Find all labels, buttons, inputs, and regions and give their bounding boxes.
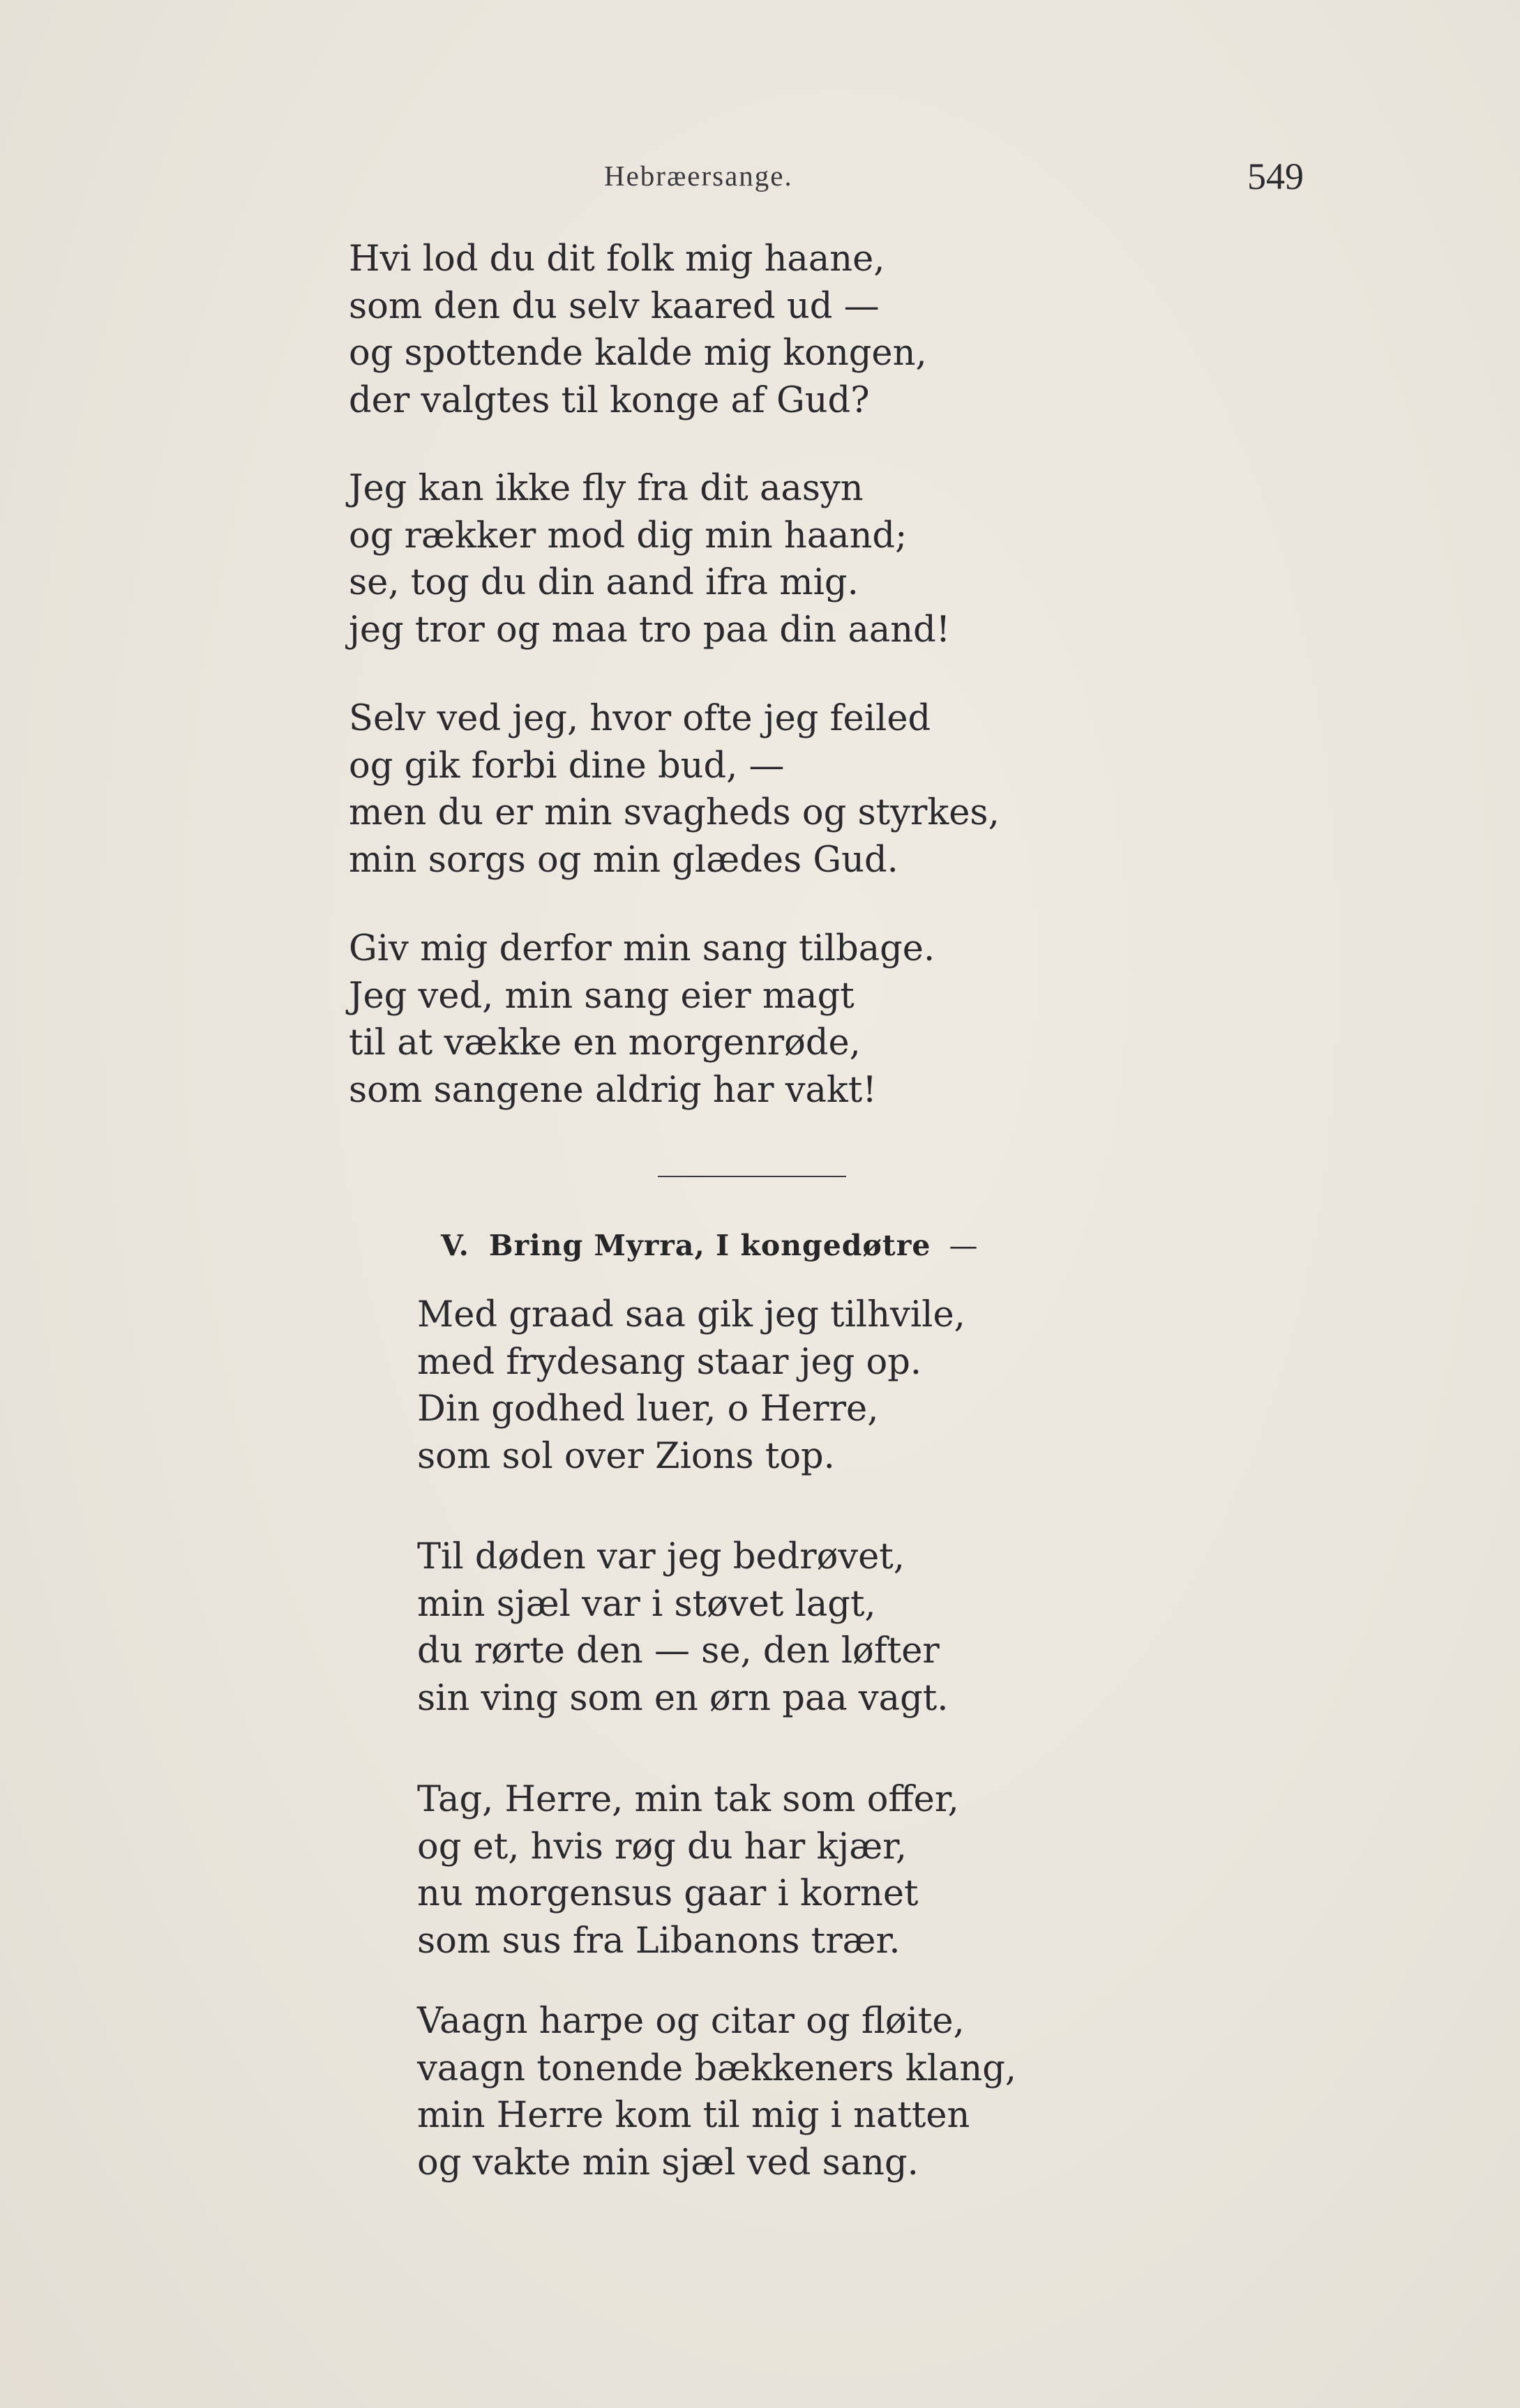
verse-line: til at vække en morgenrøde, — [349, 1022, 861, 1063]
verse-line: sin ving som en ørn paa vagt. — [417, 1677, 949, 1719]
verse-line: som sus fra Libanons trær. — [417, 1920, 901, 1962]
verse-line: Selv ved jeg, hvor ofte jeg feiled — [349, 698, 931, 739]
verse-line: Giv mig derfor min sang tilbage. — [349, 928, 935, 969]
verse-line: Tag, Herre, min tak som offer, — [417, 1779, 959, 1820]
verse-line: men du er min svagheds og styrkes, — [349, 792, 1000, 833]
stanza — [417, 1776, 959, 1964]
section-heading — [441, 1229, 978, 1262]
stanza — [349, 465, 950, 653]
verse-line: og vakte min sjæl ved sang. — [417, 2142, 919, 2183]
stanza — [349, 236, 927, 424]
verse-line: som den du selv kaared ud — — [349, 285, 880, 327]
verse-line: med frydesang staar jeg op. — [417, 1341, 922, 1383]
stanza — [349, 925, 935, 1114]
verse-line: du rørte den — se, den løfter — [417, 1630, 940, 1672]
verse-line: se, tog du din aand ifra mig. — [349, 562, 859, 603]
verse-line: min sorgs og min glædes Gud. — [349, 839, 898, 881]
stanza — [417, 1292, 965, 1480]
verse-line: og et, hvis røg du har kjær, — [417, 1826, 908, 1868]
stanza — [417, 1534, 948, 1722]
verse-line: Hvi lod du dit folk mig haane, — [349, 238, 885, 280]
verse-line: Med graad saa gik jeg tilhvile, — [417, 1294, 965, 1335]
verse-line: jeg tror og maa tro paa din aand! — [349, 609, 951, 651]
verse-line: Til døden var jeg bedrøvet, — [417, 1536, 905, 1577]
verse-line: vaagn tonende bækkeners klang, — [417, 2047, 1017, 2089]
verse-line: Din godhed luer, o Herre, — [417, 1388, 879, 1430]
verse-line: Jeg ved, min sang eier magt — [349, 975, 855, 1017]
verse-line: nu morgensus gaar i kornet — [417, 1873, 919, 1914]
page-number: 549 — [1247, 156, 1304, 197]
stanza — [349, 695, 1000, 884]
verse-line: Jeg kan ikke fly fra dit aasyn — [349, 468, 864, 509]
section-dash: — — [949, 1229, 979, 1262]
verse-line: der valgtes til konge af Gud? — [349, 379, 870, 421]
verse-line: som sol over Zions top. — [417, 1435, 835, 1477]
section-divider-rule — [658, 1176, 846, 1177]
section-title: Bring Myrra, I kongedøtre — [488, 1229, 931, 1262]
verse-line: min Herre kom til mig i natten — [417, 2095, 970, 2136]
verse-line: og spottende kalde mig kongen, — [349, 333, 927, 374]
stanza — [417, 1998, 1016, 2186]
running-head: Hebræersange. — [604, 160, 793, 192]
verse-line: Vaagn harpe og citar og fløite, — [417, 2001, 965, 2042]
verse-line: og gik forbi dine bud, — — [349, 745, 785, 787]
verse-line: min sjæl var i støvet lagt, — [417, 1583, 876, 1625]
verse-line: som sangene aldrig har vakt! — [349, 1069, 877, 1111]
verse-line: og rækker mod dig min haand; — [349, 515, 908, 556]
section-numeral: V. — [441, 1229, 469, 1262]
